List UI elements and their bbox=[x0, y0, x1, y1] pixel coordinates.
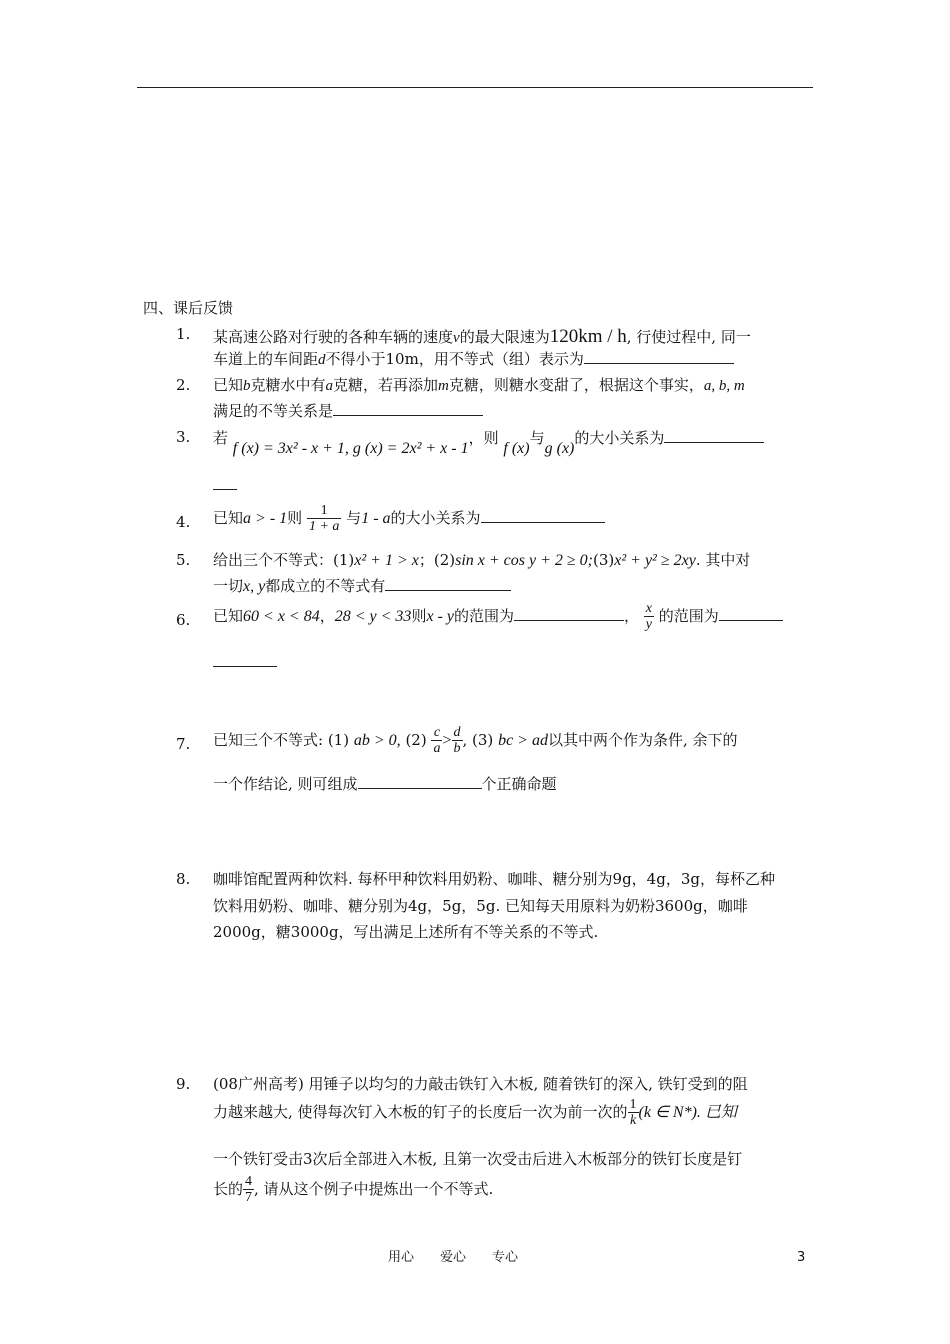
q9-line1: (08广州高考) 用锤子以均匀的力敲击铁钉入木板, 随着铁钉的深入, 铁钉受到的阻 bbox=[213, 1075, 748, 1093]
q6-number: 6. bbox=[176, 611, 191, 629]
q3-blank-cont[interactable] bbox=[213, 477, 237, 493]
q2-line1: 已知b克糖水中有a克糖，若再添加m克糖，则糖水变甜了，根据这个事实，a, b, m bbox=[213, 376, 745, 394]
q7-line1: 已知三个不等式: (1) ab > 0, (2) $\frac{c}{a}$ > $\frac{d}{b}$ , (3) bc > ad以其中两个作为条件, 余下的 bbox=[213, 725, 738, 757]
answer-blank[interactable] bbox=[481, 510, 605, 523]
q2-line2: 满足的不等关系是 bbox=[213, 403, 483, 419]
q9-line3: 一个铁钉受击3次后全部进入木板, 且第一次受击后进入木板部分的铁钉长度是钉 bbox=[213, 1150, 743, 1168]
q7-fraction-db: $\frac{d}{b}$ bbox=[453, 725, 461, 757]
q9-number: 9. bbox=[176, 1075, 191, 1093]
q5-line2: 一切x, y都成立的不等式有 bbox=[213, 578, 511, 595]
q3-line1: 若 f (x) = 3x² - x + 1, g (x) = 2x² + x - 1，则 f (x)与g (x)的大小关系为 bbox=[213, 430, 764, 447]
section-title: 四、课后反馈 bbox=[143, 299, 234, 317]
q8-line1: 咖啡馆配置两种饮料. 每杯甲种饮料用奶粉、咖啡、糖分别为9g，4g，3g，每杯乙种 bbox=[213, 870, 775, 888]
q7-line2: 一个作结论, 则可组成 个正确命题 bbox=[213, 775, 557, 793]
q8-number: 8. bbox=[176, 870, 191, 888]
header-rule bbox=[137, 87, 813, 88]
answer-blank[interactable] bbox=[664, 430, 764, 443]
answer-blank[interactable] bbox=[584, 351, 734, 364]
footer-text: 用心 爱心 专心 bbox=[388, 1250, 519, 1265]
q4-line1: 已知a > - 1则 $\frac{1}{1 + a}$ 与1 - a的大小关系为 bbox=[213, 503, 605, 535]
answer-blank[interactable] bbox=[514, 608, 624, 621]
q1-line1: 某高速公路对行驶的各种车辆的速度v的最大限速为120km / h, 行使过程中, 同一 bbox=[213, 326, 751, 347]
q6-line1: 已知60 < x < 84，28 < y < 33则x - y的范围为 ， $\frac{x}{y}$ 的范围为 bbox=[213, 601, 783, 633]
q9-line2: 力越来越大, 使得每次钉入木板的钉子的长度后一次为前一次的 $\frac{1}{k}$ (k ∈ N*). 已知 bbox=[213, 1097, 737, 1129]
answer-blank[interactable] bbox=[385, 578, 511, 591]
q7-fraction-ca: $\frac{c}{a}$ bbox=[433, 725, 441, 757]
q8-line3: 2000g，糖3000g，写出满足上述所有不等关系的不等式. bbox=[213, 923, 599, 941]
answer-blank[interactable] bbox=[719, 608, 783, 621]
q9-fraction-47: $\frac{4}{7}$ bbox=[245, 1174, 253, 1206]
q4-number: 4. bbox=[176, 513, 191, 531]
q1-line2: 车道上的车间距d不得小于10m，用不等式（组）表示为 bbox=[213, 351, 734, 368]
q4-fraction: $\frac{1}{1 + a}$ bbox=[308, 503, 340, 535]
page-number: 3 bbox=[797, 1250, 806, 1265]
q5-line1: 给出三个不等式：(1)x² + 1 > x；(2)sin x + cos y + 2 ≥ 0;(3)x² + y² ≥ 2xy. 其中对 bbox=[213, 551, 751, 569]
q3-number: 3. bbox=[176, 428, 191, 446]
q5-number: 5. bbox=[176, 551, 191, 569]
q9-line4: 长的 $\frac{4}{7}$ , 请从这个例子中提炼出一个不等式. bbox=[213, 1174, 494, 1206]
q2-number: 2. bbox=[176, 376, 191, 394]
q1-number: 1. bbox=[176, 325, 191, 343]
q8-line2: 饮料用奶粉、咖啡、糖分别为4g，5g，5g. 已知每天用原料为奶粉3600g，咖啡 bbox=[213, 897, 748, 915]
answer-blank[interactable] bbox=[333, 403, 483, 416]
q6-blank-cont[interactable] bbox=[213, 654, 277, 670]
answer-blank[interactable] bbox=[358, 776, 482, 789]
q9-fraction-k: $\frac{1}{k}$ bbox=[629, 1097, 637, 1129]
q7-number: 7. bbox=[176, 735, 191, 753]
q6-fraction: $\frac{x}{y}$ bbox=[645, 601, 653, 633]
